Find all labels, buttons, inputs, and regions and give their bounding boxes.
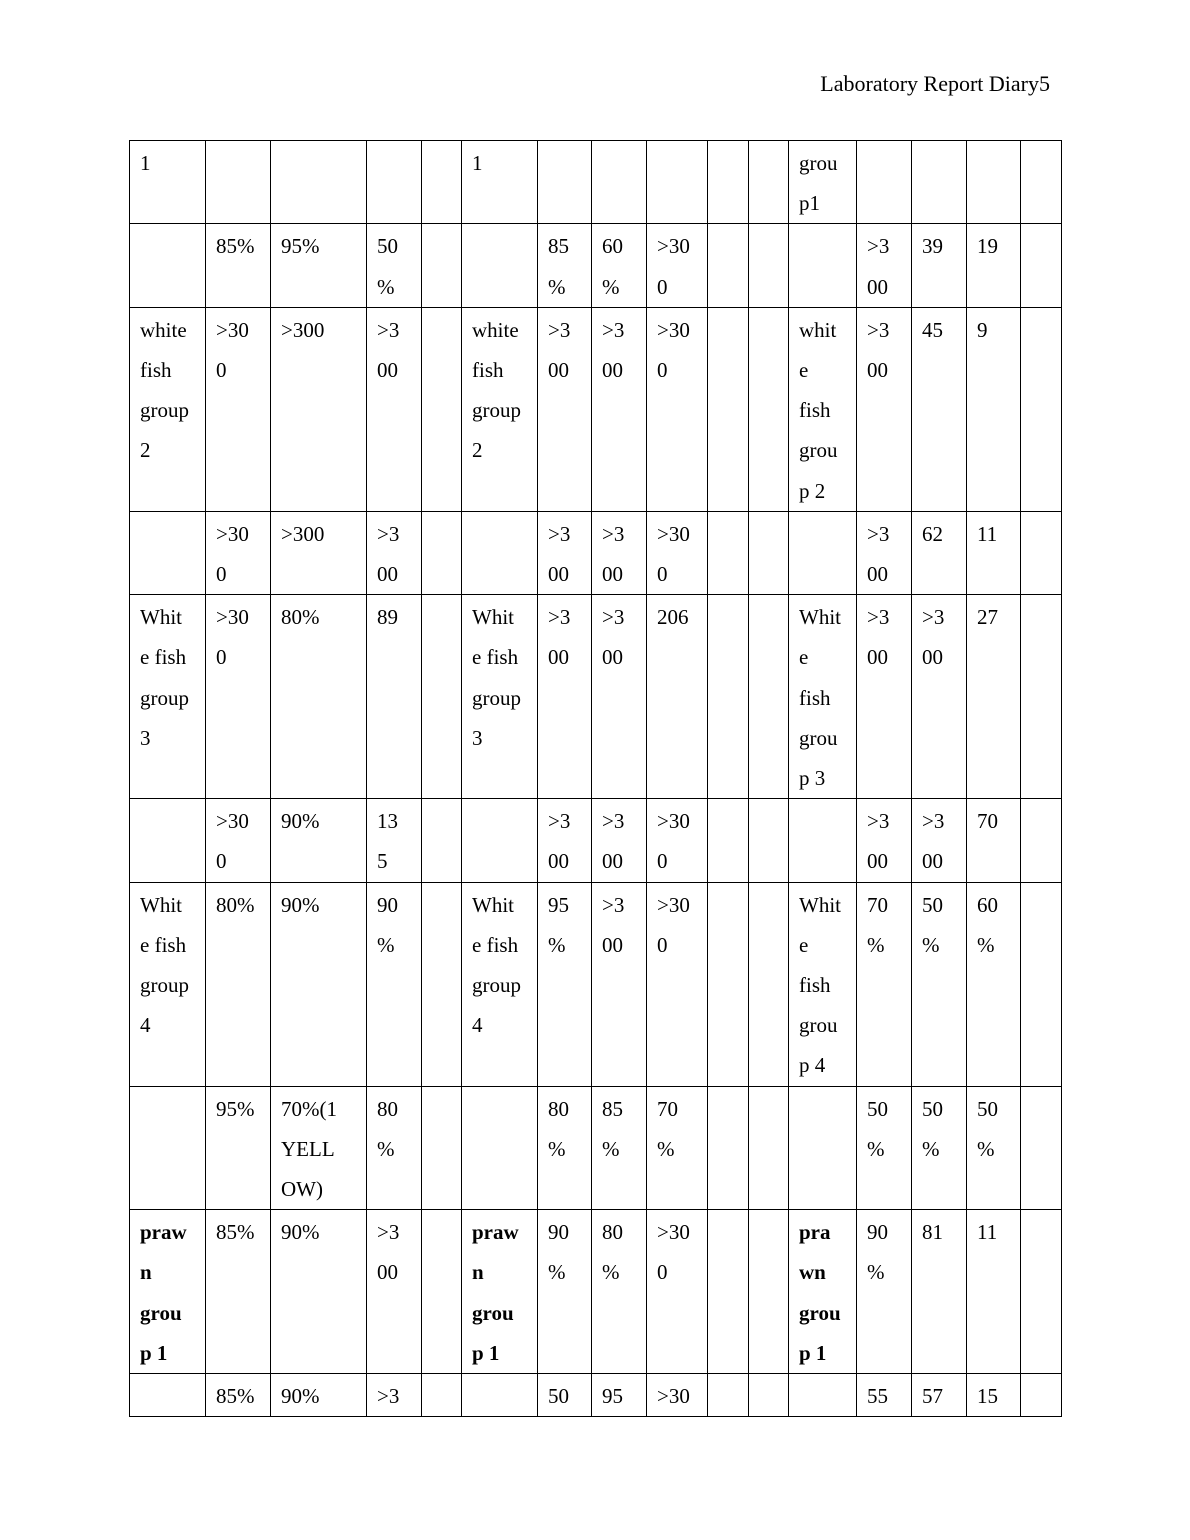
table-cell: >3 00: [592, 882, 647, 1086]
table-cell: 27: [967, 595, 1021, 799]
table-cell: 50: [538, 1374, 592, 1417]
page-number: 5: [1039, 71, 1050, 96]
table-cell: [422, 307, 462, 511]
table-cell: [422, 1374, 462, 1417]
table-cell: 85 %: [538, 224, 592, 307]
header-title: Laboratory Report Diary: [820, 71, 1039, 96]
table-cell: [789, 1374, 857, 1417]
table-cell: [271, 141, 367, 224]
table-cell: >3 00: [538, 799, 592, 882]
table-cell: 95: [592, 1374, 647, 1417]
table-cell: [422, 882, 462, 1086]
table-cell: [1021, 799, 1062, 882]
table-cell: [708, 595, 749, 799]
table-cell: 89: [367, 595, 422, 799]
table-cell: 90%: [271, 1374, 367, 1417]
table-cell: >3 00: [857, 224, 912, 307]
table-cell: >3 00: [367, 307, 422, 511]
table-cell: [1021, 224, 1062, 307]
table-cell: 95%: [271, 224, 367, 307]
table-cell: [749, 882, 789, 1086]
table-cell: 55: [857, 1374, 912, 1417]
table-cell: [708, 307, 749, 511]
table-cell: >3 00: [857, 307, 912, 511]
table-cell: white fish group 2: [130, 307, 206, 511]
table-cell: whit e fish grou p 2: [789, 307, 857, 511]
table-cell: pra wn grou p 1: [789, 1210, 857, 1374]
table-cell: >3 00: [538, 307, 592, 511]
table-cell: [789, 799, 857, 882]
table-row: [130, 141, 1062, 224]
table-row: [130, 799, 1062, 882]
table-cell: Whit e fish group 3: [462, 595, 538, 799]
table-cell: 80 %: [538, 1086, 592, 1210]
table-cell: 70: [967, 799, 1021, 882]
table-cell: 206: [647, 595, 708, 799]
table-cell: 50 %: [857, 1086, 912, 1210]
table-cell: >3 00: [592, 511, 647, 594]
table-cell: >30 0: [206, 799, 271, 882]
table-cell: [1021, 1086, 1062, 1210]
table-cell: 80%: [271, 595, 367, 799]
table-cell: >3: [367, 1374, 422, 1417]
table-cell: 50 %: [367, 224, 422, 307]
table-cell: 90%: [271, 799, 367, 882]
table-cell: [708, 799, 749, 882]
table-cell: praw n grou p 1: [130, 1210, 206, 1374]
table-cell: [206, 141, 271, 224]
table-cell: 90 %: [857, 1210, 912, 1374]
table-row: [130, 1374, 1062, 1417]
table-cell: >3 00: [538, 511, 592, 594]
table-row: [130, 224, 1062, 307]
table-cell: [647, 141, 708, 224]
table-cell: 85%: [206, 224, 271, 307]
results-table: [129, 140, 1062, 1417]
table-cell: 95 %: [538, 882, 592, 1086]
table-cell: >30 0: [647, 882, 708, 1086]
table-cell: [1021, 1210, 1062, 1374]
table-cell: [708, 141, 749, 224]
table-cell: 81: [912, 1210, 967, 1374]
table-cell: [1021, 1374, 1062, 1417]
table-cell: [538, 141, 592, 224]
table-cell: [130, 799, 206, 882]
table-cell: 90%: [271, 1210, 367, 1374]
table-row: [130, 1086, 1062, 1210]
table-cell: [1021, 882, 1062, 1086]
table-cell: [462, 799, 538, 882]
table-cell: grou p1: [789, 141, 857, 224]
table-cell: >30 0: [647, 799, 708, 882]
table-cell: 19: [967, 224, 1021, 307]
table-row: [130, 307, 1062, 511]
table-cell: 57: [912, 1374, 967, 1417]
table-cell: [422, 224, 462, 307]
table-cell: [708, 1374, 749, 1417]
table-cell: >30 0: [647, 511, 708, 594]
table-cell: >300: [271, 307, 367, 511]
table-cell: 50 %: [912, 882, 967, 1086]
table-row: [130, 1210, 1062, 1374]
table-cell: [708, 1210, 749, 1374]
table-cell: >300: [271, 511, 367, 594]
table-cell: >3 00: [592, 307, 647, 511]
table-cell: [749, 1086, 789, 1210]
table-cell: [1021, 141, 1062, 224]
table-cell: 11: [967, 1210, 1021, 1374]
table-cell: Whit e fish group 4: [462, 882, 538, 1086]
table-cell: 85 %: [592, 1086, 647, 1210]
table-cell: [749, 799, 789, 882]
table-row: [130, 882, 1062, 1086]
table-cell: >3 00: [857, 595, 912, 799]
table-cell: 62: [912, 511, 967, 594]
table-cell: [789, 224, 857, 307]
table-cell: [130, 511, 206, 594]
table-cell: [1021, 511, 1062, 594]
table-cell: Whit e fish grou p 3: [789, 595, 857, 799]
table-cell: [789, 1086, 857, 1210]
table-cell: >3 00: [592, 799, 647, 882]
table-cell: >3 00: [367, 1210, 422, 1374]
table-cell: >3 00: [592, 595, 647, 799]
table-cell: [1021, 307, 1062, 511]
table-cell: >3 00: [912, 799, 967, 882]
table-cell: [749, 307, 789, 511]
table-cell: >3 00: [857, 799, 912, 882]
table-cell: 15: [967, 1374, 1021, 1417]
table-cell: 1: [130, 141, 206, 224]
table-cell: [130, 224, 206, 307]
table-cell: [422, 511, 462, 594]
table-cell: [708, 224, 749, 307]
table-cell: [708, 1086, 749, 1210]
table-cell: 9: [967, 307, 1021, 511]
table-cell: [789, 511, 857, 594]
table-cell: praw n grou p 1: [462, 1210, 538, 1374]
table-cell: >30 0: [647, 1210, 708, 1374]
table-cell: [592, 141, 647, 224]
table-cell: Whit e fish group 3: [130, 595, 206, 799]
table-cell: [462, 224, 538, 307]
table-cell: 70 %: [647, 1086, 708, 1210]
table-cell: 95%: [206, 1086, 271, 1210]
table-cell: [749, 511, 789, 594]
table-cell: 90 %: [367, 882, 422, 1086]
table-cell: 70%(1 YELL OW): [271, 1086, 367, 1210]
table-cell: [749, 224, 789, 307]
table-cell: >30 0: [206, 511, 271, 594]
table-cell: [130, 1374, 206, 1417]
table-cell: 85%: [206, 1374, 271, 1417]
table-cell: [708, 511, 749, 594]
table-cell: 13 5: [367, 799, 422, 882]
table-cell: [422, 141, 462, 224]
table-cell: 39: [912, 224, 967, 307]
table-cell: 11: [967, 511, 1021, 594]
table-cell: [708, 882, 749, 1086]
table-cell: white fish group 2: [462, 307, 538, 511]
table-cell: [749, 595, 789, 799]
table-cell: [422, 799, 462, 882]
table-cell: 1: [462, 141, 538, 224]
table-cell: 50 %: [912, 1086, 967, 1210]
table-row: [130, 595, 1062, 799]
table-cell: [1021, 595, 1062, 799]
table-cell: 80 %: [592, 1210, 647, 1374]
table-cell: 80 %: [367, 1086, 422, 1210]
table-cell: >30: [647, 1374, 708, 1417]
table-cell: Whit e fish group 4: [130, 882, 206, 1086]
table-cell: 85%: [206, 1210, 271, 1374]
table-cell: 80%: [206, 882, 271, 1086]
table-cell: >3 00: [912, 595, 967, 799]
table-cell: 60 %: [967, 882, 1021, 1086]
table-cell: [367, 141, 422, 224]
table-cell: >30 0: [206, 307, 271, 511]
table-cell: [422, 1210, 462, 1374]
table-cell: 90%: [271, 882, 367, 1086]
table-cell: [422, 1086, 462, 1210]
table-cell: 60 %: [592, 224, 647, 307]
table-row: [130, 511, 1062, 594]
page-header: [820, 69, 1050, 99]
table-cell: 70 %: [857, 882, 912, 1086]
table-cell: >30 0: [647, 307, 708, 511]
table-cell: [857, 141, 912, 224]
table-cell: [462, 511, 538, 594]
table-cell: >3 00: [857, 511, 912, 594]
table-cell: [749, 1210, 789, 1374]
table-cell: >3 00: [538, 595, 592, 799]
table-cell: >3 00: [367, 511, 422, 594]
table-cell: Whit e fish grou p 4: [789, 882, 857, 1086]
table-cell: [912, 141, 967, 224]
table-cell: [749, 141, 789, 224]
table-cell: [462, 1374, 538, 1417]
table-cell: [422, 595, 462, 799]
table-cell: 90 %: [538, 1210, 592, 1374]
table-cell: [462, 1086, 538, 1210]
table-cell: 45: [912, 307, 967, 511]
table-cell: [749, 1374, 789, 1417]
table-cell: >30 0: [206, 595, 271, 799]
table-cell: 50 %: [967, 1086, 1021, 1210]
table-cell: [130, 1086, 206, 1210]
table-cell: >30 0: [647, 224, 708, 307]
table-cell: [967, 141, 1021, 224]
